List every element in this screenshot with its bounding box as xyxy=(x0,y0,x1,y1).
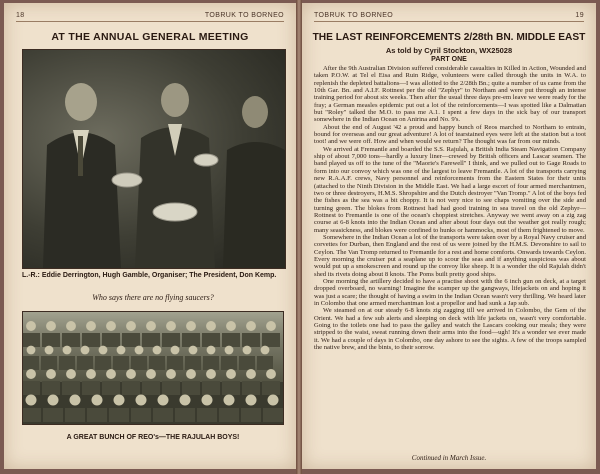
group-photo-illustration xyxy=(23,312,283,424)
article-heading: THE LAST REINFORCEMENTS 2/28th BN. MIDDLE EAST xyxy=(312,32,586,43)
article-part-label: PART ONE xyxy=(431,56,467,63)
article-paragraph: One morning the artillery decided to have a practise shoot with the 6 inch gun on deck, at a target dropped overboard, no warning! Imagine the scamper up the gangways, lifejackets on and hoping it was just a scare; the thought of having a swim in the Indian Ocean wasn't very thrilling. We heard later in Colombo that one armed merchantman lost a propellor and had sunk a Jap sub. xyxy=(314,277,586,307)
left-running-title: TOBRUK TO BORNEO xyxy=(204,12,284,19)
left-page xyxy=(4,3,296,469)
right-running-title: TOBRUK TO BORNEO xyxy=(314,12,394,19)
article-paragraph: After the 9th Australian Division suffered considerable casualties in Killed in Action, Wounded and taken P.O.W. at Tel el Eisa and Ruin Ridge, volunteers were called through the units in W.A. to replenish the depleted battalions—I was allotted to the 2/28th Bn.; quite a number of us came from the 10th Gar. Bn. and A.I.F. Rottnest per the old "Zephyr" to Northam and were put through an intense training period for about six weeks. Then after the usual three days pre-em leave we were ready for the fray; a German measles epidemic put out a lot of the reinforcements—I was spotted like a Dalmatian but "Roley" talked the M.O. to pass me A.1. I spent a few days in the sick bay of our transport somewhere in the Indian Ocean on Anirina and No. 9's. xyxy=(314,65,586,124)
flying-saucers-tagline: Who says there are no flying saucers? xyxy=(92,293,214,302)
agm-photo-caption: L.-R.: Eddie Derrington, Hugh Gamble, Organiser; The President, Don Kemp. xyxy=(22,272,277,279)
article-paragraph: Somewhere in the Indian Ocean a lot of the transports were taken over by a Royal Navy cruiser and corvettes for Durban, then England and the rest of us were joined by the H.M.S. Devonshire to sail to Ceylon. The Van Tromp returned to Fremantle for a rest and home comforts. Onwards towards Ceylon. Every morning the cruiser put a seaplane up to scour the seas and if anything suspicious was about would put up a smokescreen and round up the convoy like sheep. It is a wonder the old Rajulah didn't shed its rivets doing about 8 knots. The Poms built pretty good ships. xyxy=(314,233,586,278)
right-running-head xyxy=(314,12,584,22)
article-byline: As told by Cyril Stockton, WX25028 xyxy=(385,46,513,55)
left-page-number: 18 xyxy=(16,12,25,19)
right-page-number: 19 xyxy=(575,12,584,19)
article-paragraph: We steamed on at our steady 6-8 knots zig zagging till we arrived in Colombo, the Gem of the Orient. We had a few sub alerts and sleeping on deck with life jackets on, wasn't very comfortable. Going to the toilets one had to pass the galley and watch the Lascars cooking our meals; they were stripped to the waist, sweat running down their arms into the food—ugh! It's a wonder we ever made it. We had a couple of days in Colombo, one day ashore to see the sights. A few of the troops sampled the native brew, and the bints, to their sorrow. xyxy=(314,307,586,352)
rajulah-boys-photo xyxy=(22,311,284,425)
left-running-head xyxy=(16,12,284,22)
continued-note: Continued in March Issue. xyxy=(411,454,487,462)
right-page xyxy=(302,3,596,469)
article-paragraph: About the end of August '42 a proud and happy bunch of Reos marched to Northam to entrain, bound for overseas and our great adventure! A lot of tearstained eyes were left at the station but a toot toot! and we were off. How and when would we return? The thought was far from our minds. xyxy=(314,123,586,146)
agm-heading: AT THE ANNUAL GENERAL MEETING xyxy=(51,31,249,43)
agm-photo-illustration xyxy=(23,50,285,268)
rajulah-photo-caption: A GREAT BUNCH OF REO's—THE RAJULAH BOYS! xyxy=(66,434,240,441)
article-body xyxy=(314,65,586,451)
agm-group-photo xyxy=(22,49,286,269)
article-paragraph: We arrived at Fremantle and boarded the S.S. Rajulah, a British India Steam Navigation Company ship of about 7,000 tons—hardly a luxury liner—crewed by British officers and Lascar seamen. The band played us off to the tune of the "Maorie's Farewell" I think, and we pulled out to Gage Roads to form into our convoy which was one of the largest to leave Fremantle. A lot of the transports carrying new R.A.A.F. crews, Navy personnel and reinforcements from the Eastern States for their units (attached to the Ninth Division in the Middle East. We had a large escort of four armed merchantmen, two or three destroyers, H.M.S. Shropshire and the Dutch destroyer "Van Tromp." A lot of the boys fed the fishes as the sea was a bit choppy. It is not very nice to see chaps vomiting over the side and turning green. The blokes from Rottnest had had good training in sea travel on the old Zephyr—Rottnest to Fremantle is one of the ocean's choppiest stretches. Anyway we went away on a zig zag course at 6-8 knots into the Indian Ocean and after about four days out the weather got really rough; many seasickness, and blokes were confined to hunks or hammocks, most of them frightened to move. xyxy=(314,145,586,234)
